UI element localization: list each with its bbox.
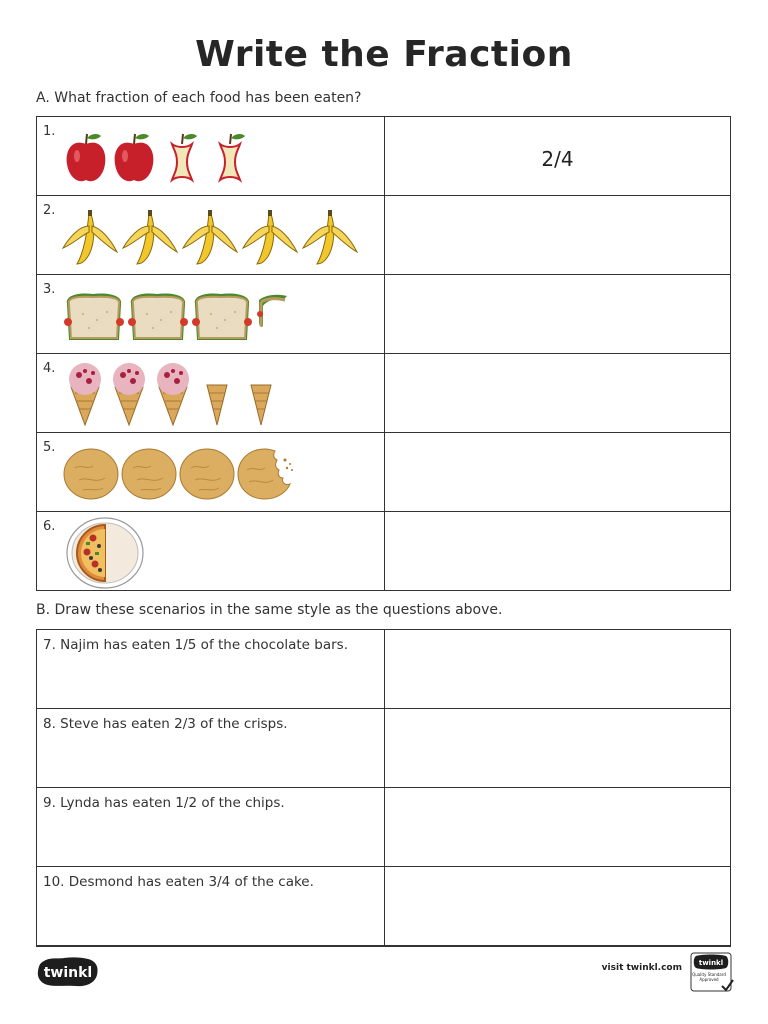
question-number: 5. xyxy=(43,440,56,455)
sandwich-icon xyxy=(63,286,125,346)
ice-cream-icon xyxy=(153,363,193,427)
answer-cell[interactable] xyxy=(385,433,731,512)
sandwich-images xyxy=(63,285,289,347)
sandwich-icon xyxy=(127,286,189,346)
scenario-text: 9. Lynda has eaten 1/2 of the chips. xyxy=(43,795,285,811)
cookie-icon xyxy=(63,446,119,502)
table-row xyxy=(37,354,731,433)
question-number: 6. xyxy=(43,519,56,534)
table-row xyxy=(37,788,731,867)
visit-link[interactable]: visit twinkl.com xyxy=(601,963,682,973)
banana-icon xyxy=(241,206,299,268)
empty-cone-icon xyxy=(241,363,281,427)
question-cell xyxy=(37,433,385,512)
question-number: 4. xyxy=(43,361,56,376)
table-row xyxy=(37,275,731,354)
banana-images xyxy=(61,206,359,268)
sandwich-crust-icon xyxy=(255,286,289,346)
question-cell xyxy=(37,512,385,591)
apple-icon xyxy=(63,130,109,186)
table-row xyxy=(37,117,731,196)
table-row xyxy=(37,867,731,947)
question-cell xyxy=(37,196,385,275)
ice-cream-icon xyxy=(65,363,105,427)
twinkl-logo xyxy=(36,955,100,993)
banana-icon xyxy=(121,206,179,268)
answer-cell[interactable] xyxy=(385,275,731,354)
answer-cell[interactable] xyxy=(385,354,731,433)
page-title: Write the Fraction xyxy=(195,34,573,75)
question-cell xyxy=(37,117,385,196)
pizza-images xyxy=(65,518,145,588)
apple-images xyxy=(63,127,253,189)
section-b-table xyxy=(36,629,731,947)
drawing-cell[interactable] xyxy=(385,630,731,709)
scenario-cell xyxy=(37,709,385,788)
apple-icon xyxy=(111,130,157,186)
banana-icon xyxy=(301,206,359,268)
scenario-cell xyxy=(37,867,385,947)
drawing-cell[interactable] xyxy=(385,709,731,788)
scenario-text: 7. Najim has eaten 1/5 of the chocolate bars. xyxy=(43,637,348,653)
banana-icon xyxy=(181,206,239,268)
question-number: 1. xyxy=(43,124,56,139)
question-cell xyxy=(37,275,385,354)
apple-core-icon xyxy=(207,130,253,186)
section-a-instruction: A. What fraction of each food has been eaten? xyxy=(36,90,362,106)
drawing-cell[interactable] xyxy=(385,788,731,867)
cookie-icon xyxy=(179,446,235,502)
quality-badge xyxy=(690,952,734,998)
table-row xyxy=(37,709,731,788)
answer-text: 2/4 xyxy=(541,147,574,171)
answer-cell[interactable] xyxy=(385,117,731,196)
answer-cell[interactable] xyxy=(385,196,731,275)
question-number: 2. xyxy=(43,203,56,218)
half-pizza-icon xyxy=(65,516,145,590)
cookie-icon xyxy=(121,446,177,502)
bitten-cookie-icon xyxy=(237,446,295,502)
empty-cone-icon xyxy=(197,363,237,427)
scenario-text: 8. Steve has eaten 2/3 of the crisps. xyxy=(43,716,288,732)
table-row xyxy=(37,196,731,275)
logo-text: twinkl xyxy=(43,965,93,981)
sandwich-icon xyxy=(191,286,253,346)
apple-core-icon xyxy=(159,130,205,186)
table-row xyxy=(37,630,731,709)
answer-cell[interactable] xyxy=(385,512,731,591)
section-a-table xyxy=(36,116,731,591)
question-cell xyxy=(37,354,385,433)
section-b-instruction: B. Draw these scenarios in the same style as the questions above. xyxy=(36,602,503,618)
scenario-cell xyxy=(37,788,385,867)
scenario-text: 10. Desmond has eaten 3/4 of the cake. xyxy=(43,874,314,890)
scenario-cell xyxy=(37,630,385,709)
banana-icon xyxy=(61,206,119,268)
badge-logo-text: twinkl xyxy=(698,959,724,967)
table-row xyxy=(37,433,731,512)
ice-cream-images xyxy=(65,364,281,426)
drawing-cell[interactable] xyxy=(385,867,731,947)
cookie-images xyxy=(63,443,295,505)
question-number: 3. xyxy=(43,282,56,297)
ice-cream-icon xyxy=(109,363,149,427)
badge-text: Quality Standard Approved xyxy=(692,972,726,982)
table-row xyxy=(37,512,731,591)
